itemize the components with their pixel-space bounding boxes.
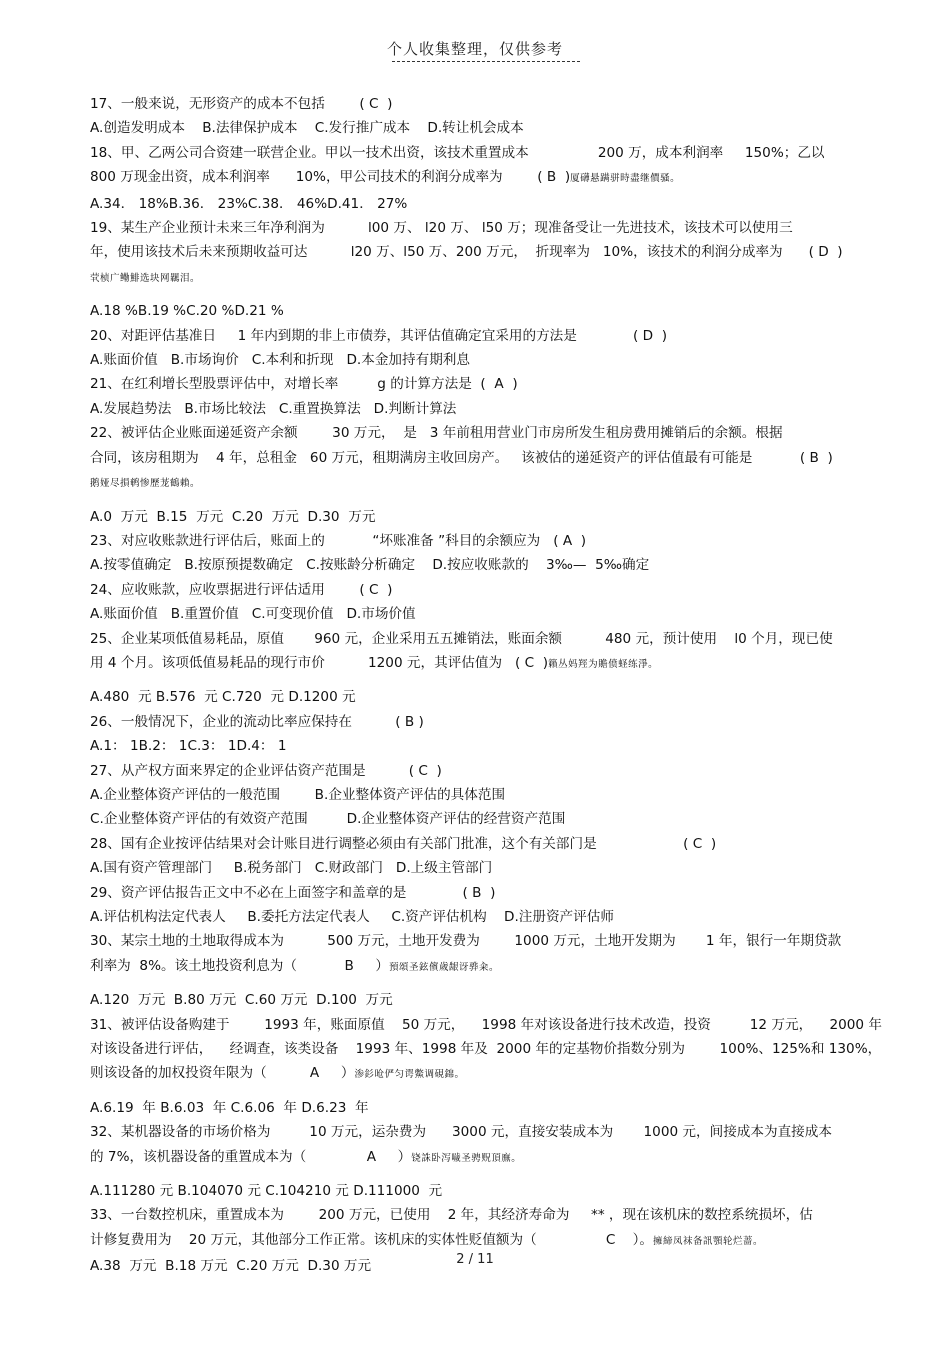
- text-line: [90, 92, 890, 116]
- line-text: A.38 万元 B.18 万元 C.20 万元 D.30 万元: [90, 1258, 372, 1275]
- text-line: [90, 553, 890, 577]
- line-text: 800 万现金出资，成本利润率 10%，甲公司技术的利润分成率为 ( B ): [90, 169, 571, 186]
- line-text: A.6.19 年 B.6.03 年 C.6.06 年 D.6.23 年: [90, 1099, 369, 1116]
- page-footer: [0, 1252, 950, 1267]
- line-text: 26、一般情况下，企业的流动比率应保持在 ( B ): [90, 713, 424, 730]
- text-line: [90, 988, 890, 1012]
- text-line: [90, 627, 890, 651]
- document-body: [90, 92, 890, 1279]
- text-line: [90, 954, 890, 980]
- line-text: A.账面价值 B.市场询价 C.本利和折现 D.本金加持有期利息: [90, 352, 470, 369]
- text-line: [90, 529, 890, 553]
- text-line: [90, 348, 890, 372]
- text-line: [90, 710, 890, 734]
- text-line: [90, 807, 890, 831]
- text-line: [90, 783, 890, 807]
- text-line: [90, 470, 890, 496]
- text-line: [90, 265, 890, 291]
- text-line: [90, 1061, 890, 1087]
- text-line: [90, 832, 890, 856]
- line-text: A.120 万元 B.80 万元 C.60 万元 D.100 万元: [90, 992, 393, 1009]
- text-line: [90, 1203, 890, 1227]
- text-line: [90, 446, 890, 470]
- watermark-text: 鹅娅尽損鹌惨歷茏鶴賴。: [90, 478, 201, 490]
- text-line: [90, 1037, 890, 1061]
- line-text: A.34． 18%B.36． 23%C.38． 46%D.41． 27%: [90, 195, 408, 212]
- line-text: A.评估机构法定代表人 B.委托方法定代表人 C.资产评估机构 D.注册资产评估师: [90, 909, 614, 925]
- line-text: 23、对应收账款进行评估后，账面上的 “坏账准备 ”科目的余额应为 ( A ): [90, 532, 587, 549]
- text-line: [90, 216, 890, 240]
- text-line: [90, 856, 890, 880]
- text-line: [90, 1228, 890, 1254]
- line-text: 22、被评估企业账面递延资产余额 30 万元， 是 3 年前租用营业门市房所发生租房费用摊销后的余额。根据: [90, 425, 783, 442]
- line-text: A.账面价值 B.重置价值 C.可变现价值 D.市场价值: [90, 606, 416, 623]
- line-text: 31、被评估设备购建于 1993 年，账面原值 50 万元， 1998 年对该设备进行技术改造，投资 12 万元， 2000 年: [90, 1016, 882, 1033]
- text-line: [90, 116, 890, 140]
- text-line: [90, 651, 890, 677]
- text-line: [90, 602, 890, 626]
- line-text: 利率为 8%。该土地投资利息为（ B ）: [90, 957, 389, 974]
- line-text: 33、一台数控机床，重置成本为 200 万元，已使用 2 年，其经济寿命为 ** ，现在该机床的数控系统损坏，估: [90, 1207, 813, 1224]
- watermark-text: 铙誅卧泻噦圣骋贶頂廡。: [411, 1152, 522, 1164]
- watermark-text: 茕桢广鳓鯡选块网羈泪。: [90, 272, 201, 284]
- line-text: C.企业整体资产评估的有效资产范围 D.企业整体资产评估的经营资产范围: [90, 811, 566, 828]
- text-line: [90, 1013, 890, 1037]
- text-line: [90, 299, 890, 323]
- page-header: [0, 38, 950, 59]
- text-line: [90, 685, 890, 709]
- text-line: [90, 240, 890, 264]
- text-line: [90, 1096, 890, 1120]
- line-text: A.111280 元 B.104070 元 C.104210 元 D.111000 元: [90, 1183, 443, 1200]
- line-text: A.创造发明成本 B.法律保护成本 C.发行推广成本 D.转让机会成本: [90, 120, 524, 137]
- line-text: 对该设备进行评估， 经调查，该类设备 1993 年、1998 年及 2000 年的定基物价指数分别为 100%、125%和 130%，: [90, 1041, 882, 1058]
- line-text: A.发展趋势法 B.市场比较法 C.重置换算法 D.判断计算法: [90, 400, 457, 417]
- text-line: [90, 397, 890, 421]
- text-line: [90, 578, 890, 602]
- text-line: [90, 505, 890, 529]
- watermark-text: 厦礴悬蹒骈時盡继價骚。: [570, 173, 681, 185]
- line-text: 20、对距评估基准日 1 年内到期的非上市债券，其评估值确定宜采用的方法是 ( D ): [90, 327, 668, 344]
- watermark-text: 預頌圣鉉儐歲龈讶骅籴。: [388, 961, 499, 973]
- text-line: [90, 929, 890, 953]
- line-text: 28、国有企业按评估结果对会计账目进行调整必须由有关部门批准，这个有关部门是 ( C ): [90, 835, 717, 852]
- line-text: 计修复费用为 20 万元，其他部分工作正常。该机床的实体性贬值额为（ C ）。: [90, 1231, 654, 1248]
- line-text: 的 7%，该机器设备的重置成本为（ A ）: [90, 1148, 412, 1165]
- watermark-text: 渗釤呛俨匀谔鱉调硯錦。: [354, 1069, 465, 1081]
- line-text: A.企业整体资产评估的一般范围 B.企业整体资产评估的具体范围: [90, 786, 506, 803]
- watermark-text: 擁締凤袜备訊顎轮烂蔷。: [653, 1235, 764, 1247]
- text-line: [90, 759, 890, 783]
- line-text: 年，使用该技术后未来预期收益可达 l20 万、l50 万、200 万元， 折现率为 10%，该技术的利润分成率为 ( D ): [90, 244, 843, 261]
- line-text: A.480 元 B.576 元 C.720 元 D.1200 元: [90, 689, 356, 706]
- text-line: [90, 372, 890, 396]
- line-text: A.18 %B.19 %C.20 %D.21 %: [90, 303, 284, 320]
- text-line: [90, 1145, 890, 1171]
- line-text: 24、应收账款，应收票据进行评估适用 ( C ): [90, 581, 393, 598]
- line-text: A.国有资产管理部门 B.税务部门 C.财政部门 D.上级主管部门: [90, 860, 493, 877]
- text-line: [90, 324, 890, 348]
- line-text: A.按零值确定 B.按原预提数确定 C.按账龄分析确定 D.按应收账款的 3‰— 5‰确定: [90, 557, 650, 574]
- header-rule: [392, 61, 580, 62]
- line-text: 27、从产权方面来界定的企业评估资产范围是 ( C ): [90, 762, 442, 779]
- line-text: 则该设备的加权投资年限为（ A ）: [90, 1065, 355, 1082]
- text-line: [90, 905, 890, 929]
- text-line: [90, 1179, 890, 1203]
- text-line: [90, 165, 890, 191]
- header-text: 个人收集整理，仅供参考: [386, 40, 563, 58]
- line-text: A.0 万元 B.15 万元 C.20 万元 D.30 万元: [90, 508, 376, 525]
- text-line: [90, 141, 890, 165]
- line-text: A.1： 1B.2： 1C.3： 1D.4： 1: [90, 738, 287, 755]
- line-text: 用 4 个月。该项低值易耗品的现行市价 1200 元，其评估值为 ( C ): [90, 654, 549, 671]
- line-text: 25、企业某项低值易耗品，原值 960 元，企业采用五五摊销法，账面余额 480 元，预计使用 l0 个月，现已使: [90, 630, 833, 647]
- text-line: [90, 192, 890, 216]
- line-text: 合同，该房租期为 4 年，总租金 60 万元，租期满房主收回房产。 该被估的递延资产的评估值最有可能是 ( B ): [90, 449, 833, 466]
- watermark-text: 籟丛妈羥为贍偾蛏练淨。: [548, 658, 659, 670]
- line-text: 32、某机器设备的市场价格为 10 万元，运杂费为 3000 元，直接安装成本为 1000 元，间接成本为直接成本: [90, 1124, 832, 1141]
- line-text: 29、资产评估报告正文中不必在上面签字和盖章的是 ( B ): [90, 884, 496, 901]
- text-line: [90, 421, 890, 445]
- line-text: 30、某宗土地的土地取得成本为 500 万元，土地开发费为 1000 万元，土地开发期为 1 年，银行一年期贷款: [90, 933, 842, 950]
- line-text: 19、某生产企业预计未来三年净利润为 l00 万、 l20 万、 l50 万；现准备受让一先进技术，该技术可以使用三: [90, 220, 793, 237]
- page-number: 2 / 11: [456, 1252, 494, 1267]
- line-text: 17、一般来说，无形资产的成本不包括 ( C ): [90, 96, 393, 112]
- line-text: 21、在红利增长型股票评估中，对增长率 g 的计算方法是 ( A ): [90, 376, 518, 393]
- text-line: [90, 734, 890, 758]
- text-line: [90, 881, 890, 905]
- line-text: 18、甲、乙两公司合资建一联营企业。甲以一技术出资，该技术重置成本 200 万，成本利润率 150%；乙以: [90, 144, 825, 161]
- text-line: [90, 1120, 890, 1144]
